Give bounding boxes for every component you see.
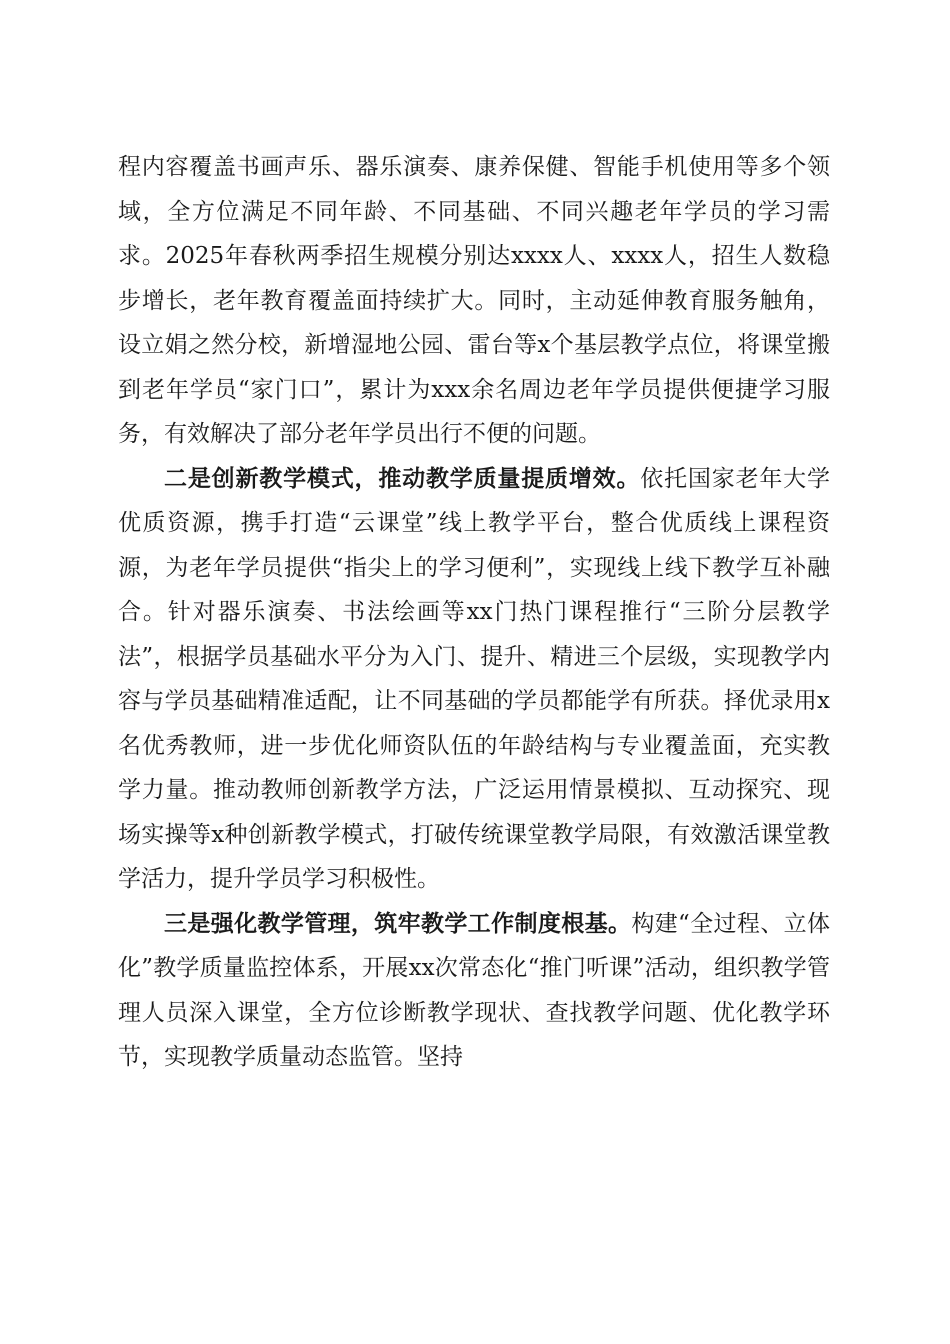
paragraph-text: 依托国家老年大学优质资源，携手打造“云课堂”线上教学平台，整合优质线上课程资源，为老年学员提供“指尖上的学习便利”，实现线上线下教学互补融合。针对器乐演奏、书法绘画等xx门热门课程推行“三阶分层教学法”，根据学员基础水平分为入门、提升、精进三个层级，实现教学内容与学员基础精准适配，让不同基础的学员都能学有所获。择优录用x名优秀教师，进一步优化师资队伍的年龄结构与专业覆盖面，充实教学力量。推动教师创新教学方法，广泛运用情景模拟、互动探究、现场实操等x种创新教学模式，打破传统课堂教学局限，有效激活课堂教学活力，提升学员学习积极性。 xyxy=(118,465,831,892)
paragraph-continued xyxy=(118,145,830,457)
paragraph-heading: 二是创新教学模式，推动教学质量提质增效。 xyxy=(164,464,641,492)
paragraph-teaching-mode xyxy=(118,457,830,902)
paragraph-text: 程内容覆盖书画声乐、器乐演奏、康养保健、智能手机使用等多个领域，全方位满足不同年龄、不同基础、不同兴趣老年学员的学习需求。2025年春秋两季招生规模分别达xxxx人、xxxx人，招生人数稳步增长，老年教育覆盖面持续扩大。同时，主动延伸教育服务触角，设立娟之然分校，新增湿地公园、雷台等x个基层教学点位，将课堂搬到老年学员“家门口”，累计为xxx余名周边老年学员提供便捷学习服务，有效解决了部分老年学员出行不便的问题。 xyxy=(118,154,830,447)
paragraph-text: 构建“全过程、立体化”教学质量监控体系，开展xx次常态化“推门听课”活动，组织教学管理人员深入课堂，全方位诊断教学现状、查找教学问题、优化教学环节，实现教学质量动态监管。坚持 xyxy=(118,910,830,1070)
paragraph-heading: 三是强化教学管理，筑牢教学工作制度根基。 xyxy=(164,909,632,937)
document-body xyxy=(118,145,830,1080)
paragraph-teaching-management xyxy=(118,902,830,1080)
